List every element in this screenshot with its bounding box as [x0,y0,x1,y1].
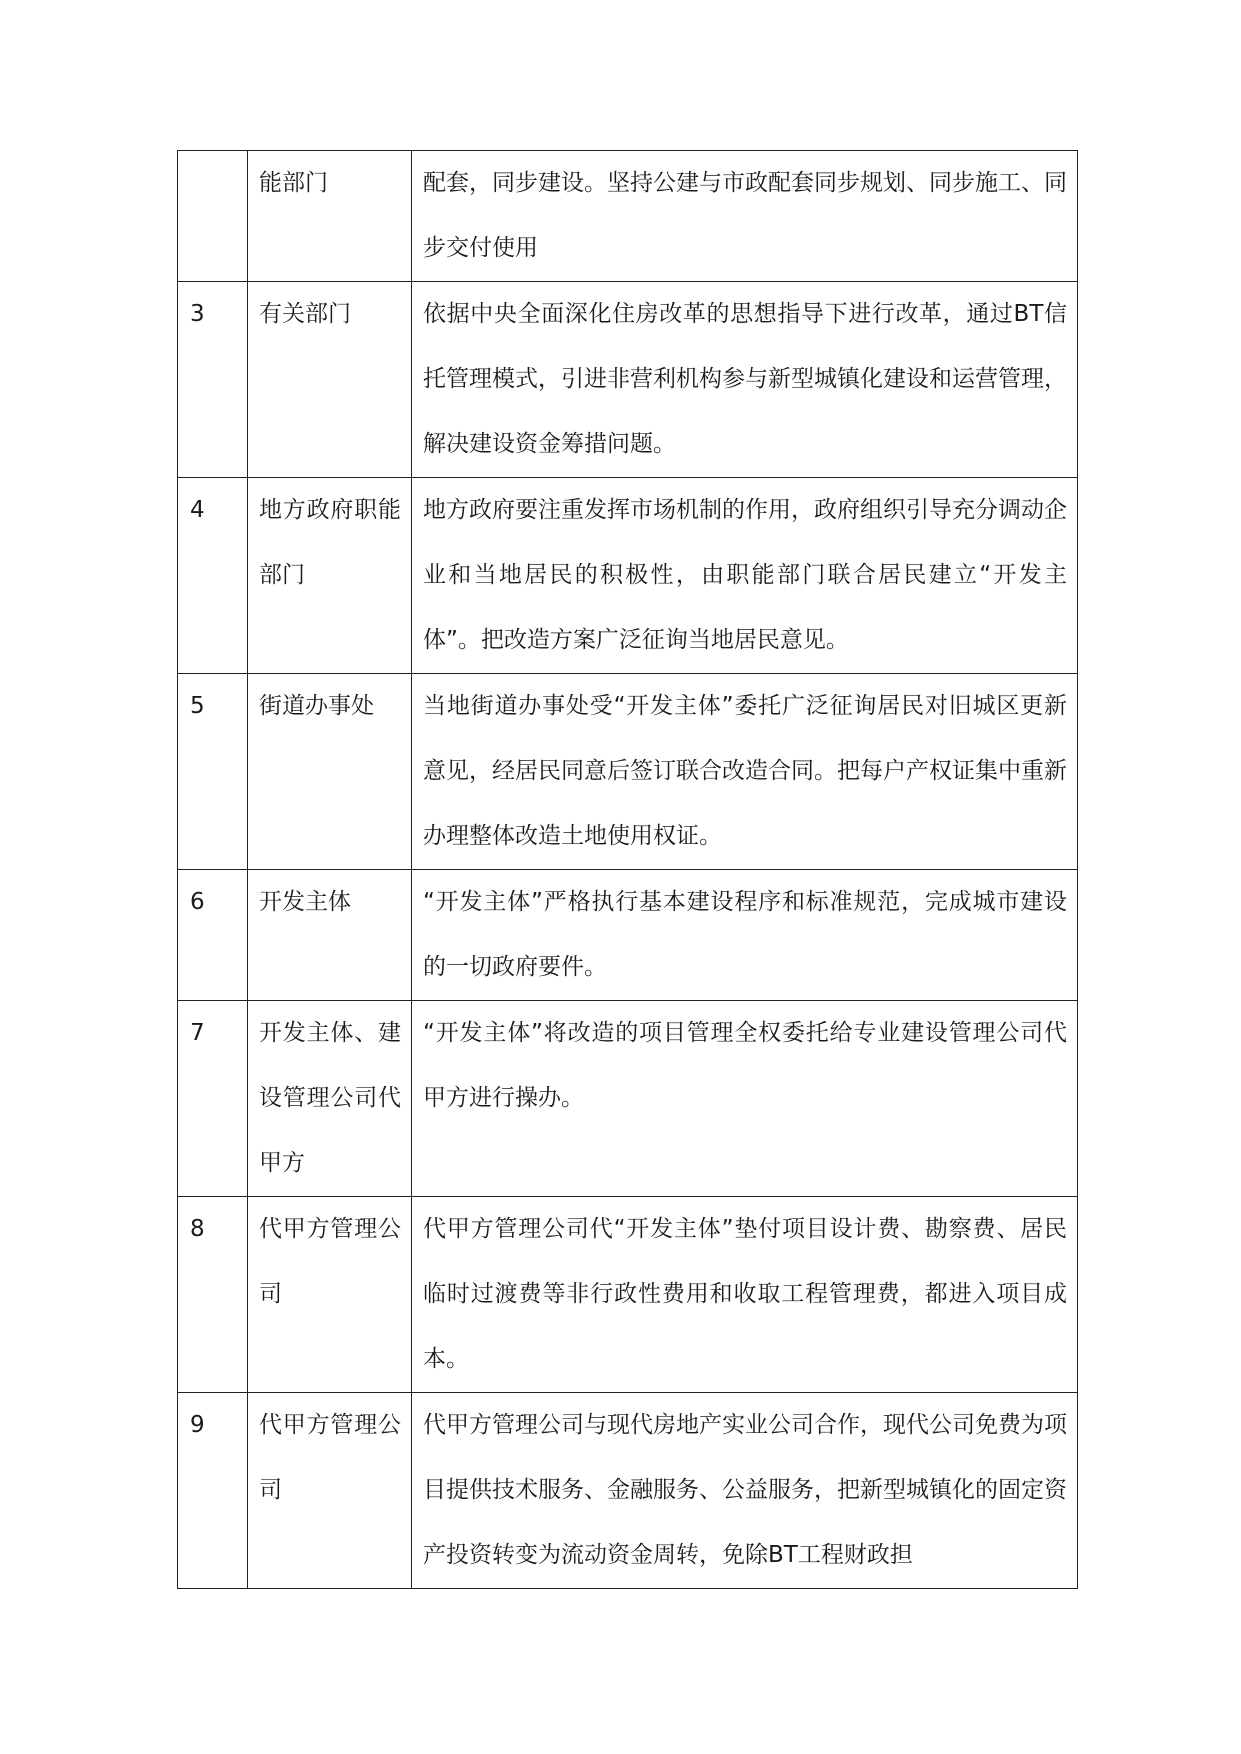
row-number: 7 [178,1001,248,1197]
row-number: 5 [178,674,248,870]
row-number [178,151,248,282]
description-cell: “开发主体”将改造的项目管理全权委托给专业建设管理公司代甲方进行操办。 [412,1001,1078,1197]
department-cell: 能部门 [248,151,412,282]
table-row [178,1197,1078,1393]
department-cell: 有关部门 [248,282,412,478]
description-cell: “开发主体”严格执行基本建设程序和标准规范，完成城市建设的一切政府要件。 [412,870,1078,1001]
table-row [178,1393,1078,1589]
row-number: 4 [178,478,248,674]
department-cell: 代甲方管理公司 [248,1197,412,1393]
department-cell: 代甲方管理公司 [248,1393,412,1589]
row-number: 6 [178,870,248,1001]
description-cell: 代甲方管理公司与现代房地产实业公司合作，现代公司免费为项目提供技术服务、金融服务、公益服务，把新型城镇化的固定资产投资转变为流动资金周转，免除BT工程财政担 [412,1393,1078,1589]
department-cell: 街道办事处 [248,674,412,870]
department-cell: 开发主体 [248,870,412,1001]
department-cell: 开发主体、建设管理公司代甲方 [248,1001,412,1197]
description-cell: 配套，同步建设。坚持公建与市政配套同步规划、同步施工、同步交付使用 [412,151,1078,282]
table-row [178,151,1078,282]
description-cell: 地方政府要注重发挥市场机制的作用，政府组织引导充分调动企业和当地居民的积极性，由职能部门联合居民建立“开发主体”。把改造方案广泛征询当地居民意见。 [412,478,1078,674]
department-cell: 地方政府职能部门 [248,478,412,674]
row-number: 8 [178,1197,248,1393]
description-cell: 当地街道办事处受“开发主体”委托广泛征询居民对旧城区更新意见，经居民同意后签订联合改造合同。把每户产权证集中重新办理整体改造土地使用权证。 [412,674,1078,870]
table-row [178,870,1078,1001]
table-row [178,1001,1078,1197]
description-cell: 代甲方管理公司代“开发主体”垫付项目设计费、勘察费、居民临时过渡费等非行政性费用和收取工程管理费，都进入项目成本。 [412,1197,1078,1393]
reform-responsibility-table [177,150,1078,1589]
table-row [178,478,1078,674]
table-row [178,674,1078,870]
row-number: 3 [178,282,248,478]
description-cell: 依据中央全面深化住房改革的思想指导下进行改革，通过BT信托管理模式，引进非营利机构参与新型城镇化建设和运营管理，解决建设资金筹措问题。 [412,282,1078,478]
row-number: 9 [178,1393,248,1589]
table-row [178,282,1078,478]
